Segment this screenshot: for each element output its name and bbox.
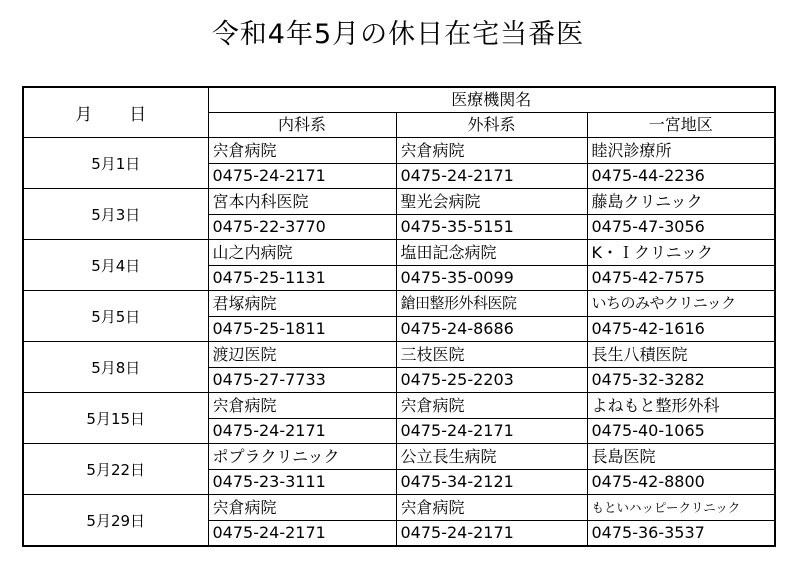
clinic-name: 宍倉病院 (212, 141, 277, 160)
clinic-phone: 0475-24-2171 (209, 418, 396, 443)
clinic-name: 藤島クリニック (591, 192, 703, 211)
column-header-ichinomiya: 一宮地区 (587, 113, 775, 138)
geka-cell (396, 495, 587, 547)
table-row (23, 240, 775, 291)
geka-cell (396, 240, 587, 291)
institution-group-header: 医療機関名 (208, 87, 775, 113)
date-cell: 5月29日 (23, 495, 208, 547)
naika-cell (208, 138, 396, 189)
table-row (23, 495, 775, 547)
table-row (23, 189, 775, 240)
clinic-phone: 0475-22-3770 (209, 214, 396, 239)
clinic-phone: 0475-27-7733 (209, 367, 396, 392)
clinic-phone: 0475-40-1065 (588, 418, 775, 443)
table-row (23, 444, 775, 495)
geka-cell (396, 189, 587, 240)
duty-doctor-table (22, 86, 776, 547)
clinic-phone: 0475-34-2121 (397, 469, 587, 494)
ichinomiya-cell (587, 342, 775, 393)
table-row (23, 291, 775, 342)
clinic-name: いちのみやクリニック (591, 294, 736, 312)
clinic-phone: 0475-24-8686 (397, 316, 587, 341)
geka-cell (396, 291, 587, 342)
column-header-geka: 外科系 (396, 113, 587, 138)
clinic-phone: 0475-42-7575 (588, 265, 775, 290)
clinic-phone: 0475-24-2171 (397, 163, 587, 188)
date-cell: 5月22日 (23, 444, 208, 495)
clinic-phone: 0475-24-2171 (397, 520, 587, 545)
clinic-name: 宍倉病院 (212, 498, 277, 517)
naika-cell (208, 291, 396, 342)
clinic-phone: 0475-24-2171 (209, 520, 396, 545)
naika-cell (208, 342, 396, 393)
clinic-phone: 0475-42-8800 (588, 469, 775, 494)
geka-cell (396, 138, 587, 189)
clinic-phone: 0475-35-0099 (397, 265, 587, 290)
ichinomiya-cell (587, 444, 775, 495)
geka-cell (396, 393, 587, 444)
clinic-name: 宮本内科医院 (212, 192, 309, 211)
ichinomiya-cell (587, 291, 775, 342)
clinic-name: 聖光会病院 (400, 192, 481, 211)
clinic-name: 長生八積医院 (591, 345, 688, 364)
date-cell: 5月4日 (23, 240, 208, 291)
ichinomiya-cell (587, 189, 775, 240)
date-cell: 5月3日 (23, 189, 208, 240)
clinic-phone: 0475-44-2236 (588, 163, 775, 188)
clinic-name: 宍倉病院 (212, 396, 277, 415)
clinic-phone: 0475-24-2171 (397, 418, 587, 443)
clinic-phone: 0475-35-5151 (397, 214, 587, 239)
clinic-phone: 0475-24-2171 (209, 163, 396, 188)
table-row (23, 393, 775, 444)
naika-cell (208, 393, 396, 444)
clinic-name: 三枝医院 (400, 345, 465, 364)
clinic-name: もといハッピークリニック (591, 500, 741, 515)
ichinomiya-cell (587, 138, 775, 189)
naika-cell (208, 444, 396, 495)
column-header-naika: 内科系 (208, 113, 396, 138)
date-cell: 5月8日 (23, 342, 208, 393)
clinic-phone: 0475-36-3537 (588, 520, 775, 545)
clinic-phone: 0475-23-3111 (209, 469, 396, 494)
geka-cell (396, 342, 587, 393)
clinic-name: 山之内病院 (212, 243, 293, 262)
clinic-name: ポプラクリニック (212, 447, 340, 466)
table-row (23, 138, 775, 189)
clinic-phone: 0475-32-3282 (588, 367, 775, 392)
clinic-name: 渡辺医院 (212, 345, 277, 364)
naika-cell (208, 189, 396, 240)
date-cell: 5月5日 (23, 291, 208, 342)
clinic-name: 宍倉病院 (400, 396, 465, 415)
clinic-name: K・Ｉクリニック (591, 243, 714, 262)
ichinomiya-cell (587, 240, 775, 291)
clinic-phone: 0475-47-3056 (588, 214, 775, 239)
clinic-phone: 0475-25-1811 (209, 316, 396, 341)
clinic-name: 宍倉病院 (400, 498, 465, 517)
geka-cell (396, 444, 587, 495)
clinic-phone: 0475-25-1131 (209, 265, 396, 290)
clinic-name: 塩田記念病院 (400, 243, 497, 262)
clinic-phone: 0475-42-1616 (588, 316, 775, 341)
table-row (23, 342, 775, 393)
clinic-name: よねもと整形外科 (591, 396, 720, 415)
clinic-name: 公立長生病院 (400, 447, 497, 466)
clinic-name: 睦沢診療所 (591, 141, 672, 160)
naika-cell (208, 495, 396, 547)
date-column-header: 月 日 (23, 87, 208, 138)
clinic-name: 君塚病院 (212, 294, 277, 313)
clinic-name: 長島医院 (591, 447, 656, 466)
date-cell: 5月15日 (23, 393, 208, 444)
naika-cell (208, 240, 396, 291)
clinic-phone: 0475-25-2203 (397, 367, 587, 392)
date-cell: 5月1日 (23, 138, 208, 189)
ichinomiya-cell (587, 393, 775, 444)
ichinomiya-cell (587, 495, 775, 547)
page-title: 令和4年5月の休日在宅当番医 (211, 19, 585, 50)
clinic-name: 宍倉病院 (400, 141, 465, 160)
clinic-name: 鎗田整形外科医院 (400, 294, 517, 312)
